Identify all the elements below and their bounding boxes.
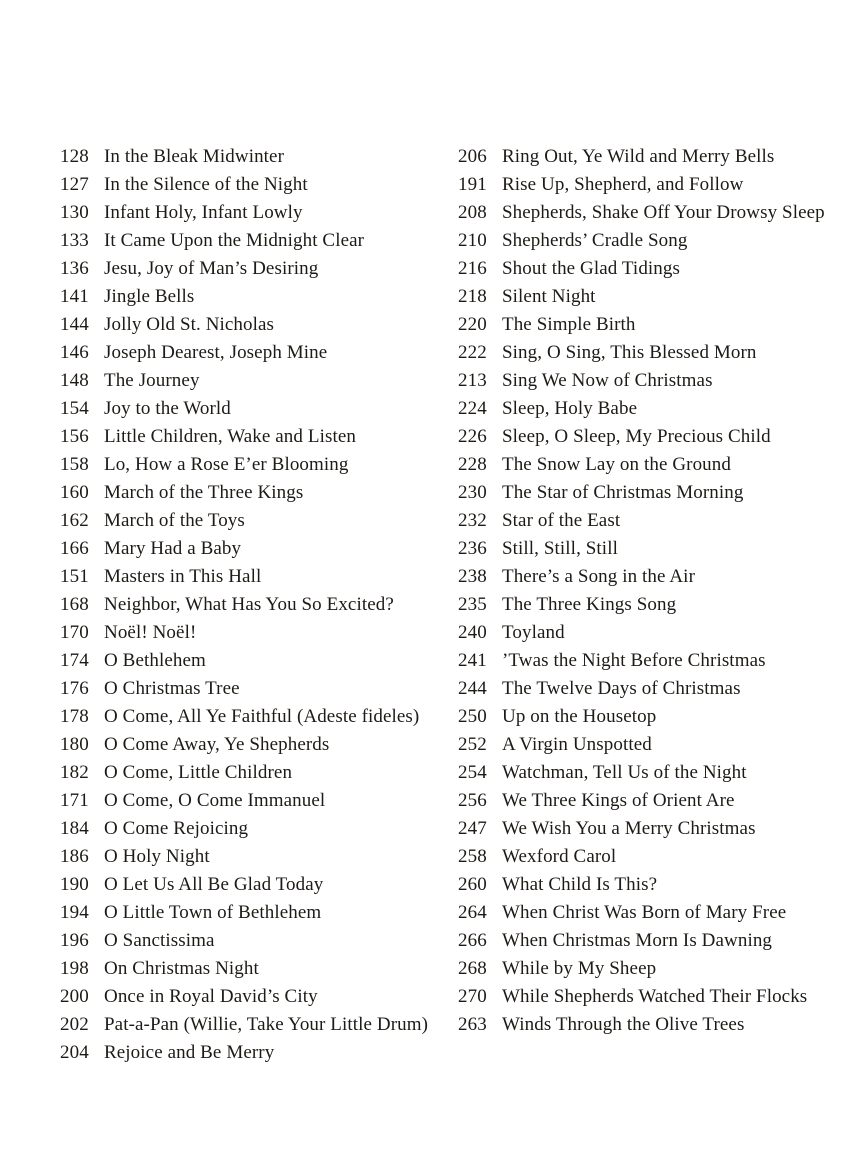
index-entry-title: O Bethlehem (104, 650, 206, 671)
index-entry-title: Sleep, O Sleep, My Precious Child (502, 426, 771, 447)
index-entry-title: What Child Is This? (502, 874, 658, 895)
index-entry (60, 339, 452, 367)
index-entry-page-number: 128 (60, 146, 89, 167)
index-entry-title: Once in Royal David’s City (104, 986, 318, 1007)
index-entry-title: The Twelve Days of Christmas (502, 678, 741, 699)
index-entry-page-number: 156 (60, 426, 89, 447)
index-entry-title: O Sanctissima (104, 930, 215, 951)
index-entry (458, 171, 860, 199)
index-entry (60, 1039, 452, 1067)
index-entry-page-number: 226 (458, 426, 487, 447)
index-entry-page-number: 268 (458, 958, 487, 979)
index-entry (60, 563, 452, 591)
index-entry (458, 843, 860, 871)
index-entry-page-number: 263 (458, 1014, 487, 1035)
index-entry-title: Sleep, Holy Babe (502, 398, 638, 419)
index-entry (60, 395, 452, 423)
index-entry-title: Little Children, Wake and Listen (104, 426, 356, 447)
index-entry-title: On Christmas Night (104, 958, 259, 979)
index-entry (458, 367, 860, 395)
index-entry-page-number: 186 (60, 846, 89, 867)
index-entry-page-number: 141 (60, 286, 89, 307)
index-entry-page-number: 236 (458, 538, 487, 559)
index-entry-title: Toyland (502, 622, 565, 643)
index-entry-page-number: 127 (60, 174, 89, 195)
index-entry-title: Ring Out, Ye Wild and Merry Bells (502, 146, 775, 167)
index-column-right (458, 143, 860, 1039)
index-entry (60, 199, 452, 227)
index-entry-title: When Christmas Morn Is Dawning (502, 930, 773, 951)
index-entry-title: The Star of Christmas Morning (502, 482, 744, 503)
index-entry-page-number: 232 (458, 510, 487, 531)
index-entry-page-number: 148 (60, 370, 89, 391)
index-entry-page-number: 240 (458, 622, 487, 643)
index-entry (60, 535, 452, 563)
index-entry-title: Pat-a-Pan (Willie, Take Your Little Drum) (104, 1014, 429, 1035)
index-entry (458, 703, 860, 731)
index-entry (60, 731, 452, 759)
index-entry-page-number: 196 (60, 930, 89, 951)
index-entry-title: O Christmas Tree (104, 678, 240, 699)
index-entry (458, 255, 860, 283)
index-entry (60, 255, 452, 283)
index-entry-title: Silent Night (502, 286, 596, 307)
index-entry (60, 647, 452, 675)
index-entry-title: Wexford Carol (502, 846, 617, 867)
index-entry-title: Shepherds, Shake Off Your Drowsy Sleep (502, 202, 825, 223)
index-entry-page-number: 266 (458, 930, 487, 951)
index-entry-title: O Come Rejoicing (104, 818, 249, 839)
index-entry (458, 675, 860, 703)
index-entry-title: Masters in This Hall (104, 566, 262, 587)
index-entry-title: O Come, Little Children (104, 762, 293, 783)
index-entry-page-number: 216 (458, 258, 487, 279)
index-entry-page-number: 252 (458, 734, 487, 755)
index-entry-page-number: 171 (60, 790, 89, 811)
index-entry-title: The Journey (104, 370, 200, 391)
index-entry-page-number: 235 (458, 594, 487, 615)
index-entry (458, 983, 860, 1011)
index-entry-page-number: 182 (60, 762, 89, 783)
index-entry-page-number: 241 (458, 650, 487, 671)
index-entry-title: Still, Still, Still (502, 538, 618, 559)
index-entry-title: Sing, O Sing, This Blessed Morn (502, 342, 757, 363)
index-entry (458, 619, 860, 647)
index-entry (458, 451, 860, 479)
index-entry (458, 731, 860, 759)
index-entry-title: There’s a Song in the Air (502, 566, 695, 587)
index-entry (458, 647, 860, 675)
index-entry-page-number: 238 (458, 566, 487, 587)
index-entry (458, 479, 860, 507)
index-entry (60, 1011, 452, 1039)
index-entry (60, 227, 452, 255)
index-entry-title: Joseph Dearest, Joseph Mine (104, 342, 328, 363)
index-entry-title: The Snow Lay on the Ground (502, 454, 731, 475)
index-entry-title: When Christ Was Born of Mary Free (502, 902, 787, 923)
index-entry-title: Mary Had a Baby (104, 538, 242, 559)
index-entry-page-number: 230 (458, 482, 487, 503)
index-entry-title: Neighbor, What Has You So Excited? (104, 594, 394, 615)
index-entry (458, 143, 860, 171)
index-entry-page-number: 130 (60, 202, 89, 223)
index-entry-title: March of the Three Kings (104, 482, 304, 503)
index-entry-page-number: 244 (458, 678, 487, 699)
index-entry-title: O Let Us All Be Glad Today (104, 874, 324, 895)
index-entry (60, 283, 452, 311)
index-column-left (60, 143, 452, 1067)
index-entry (458, 227, 860, 255)
index-entry (60, 703, 452, 731)
index-entry-title: Jingle Bells (104, 286, 195, 307)
index-entry-page-number: 218 (458, 286, 487, 307)
index-entry-page-number: 264 (458, 902, 487, 923)
index-entry-title: Star of the East (502, 510, 621, 531)
index-entry-page-number: 144 (60, 314, 89, 335)
index-entry-page-number: 190 (60, 874, 89, 895)
index-entry-title: O Come, All Ye Faithful (Adeste fideles) (104, 706, 420, 727)
index-entry (60, 675, 452, 703)
index-entry-title: Shout the Glad Tidings (502, 258, 680, 279)
index-entry-title: In the Silence of the Night (104, 174, 308, 195)
index-entry-page-number: 202 (60, 1014, 89, 1035)
index-entry-title: A Virgin Unspotted (502, 734, 652, 755)
index-entry-page-number: 158 (60, 454, 89, 475)
index-entry-title: Joy to the World (104, 398, 231, 419)
index-entry-page-number: 146 (60, 342, 89, 363)
index-entry (60, 367, 452, 395)
index-entry (60, 143, 452, 171)
index-entry (458, 423, 860, 451)
index-entry-title: Winds Through the Olive Trees (502, 1014, 745, 1035)
index-entry-title: March of the Toys (104, 510, 245, 531)
index-entry-title: The Three Kings Song (502, 594, 677, 615)
index-entry-page-number: 160 (60, 482, 89, 503)
index-entry (458, 927, 860, 955)
index-entry (60, 171, 452, 199)
index-entry (458, 759, 860, 787)
index-entry-title: Noël! Noël! (104, 622, 197, 643)
index-entry-page-number: 258 (458, 846, 487, 867)
index-entry-page-number: 256 (458, 790, 487, 811)
index-entry-title: Up on the Housetop (502, 706, 657, 727)
index-entry-page-number: 222 (458, 342, 487, 363)
index-entry (60, 759, 452, 787)
index-entry-page-number: 260 (458, 874, 487, 895)
index-entry (60, 843, 452, 871)
index-entry-page-number: 204 (60, 1042, 89, 1063)
index-entry-title: Rejoice and Be Merry (104, 1042, 275, 1063)
index-entry-title: The Simple Birth (502, 314, 636, 335)
index-entry (458, 339, 860, 367)
index-entry (458, 1011, 860, 1039)
index-entry-page-number: 220 (458, 314, 487, 335)
index-entry (458, 199, 860, 227)
index-entry (60, 311, 452, 339)
index-entry-title: Sing We Now of Christmas (502, 370, 713, 391)
index-entry (60, 423, 452, 451)
index-entry-title: It Came Upon the Midnight Clear (104, 230, 365, 251)
index-entry-page-number: 178 (60, 706, 89, 727)
index-entry-page-number: 136 (60, 258, 89, 279)
index-entry (458, 535, 860, 563)
index-entry (60, 479, 452, 507)
index-entry-page-number: 194 (60, 902, 89, 923)
index-entry-title: Jesu, Joy of Man’s Desiring (104, 258, 319, 279)
index-entry-title: Infant Holy, Infant Lowly (104, 202, 303, 223)
index-entry-title: We Wish You a Merry Christmas (502, 818, 756, 839)
index-entry (458, 815, 860, 843)
index-entry (60, 927, 452, 955)
index-entry-page-number: 180 (60, 734, 89, 755)
index-entry-page-number: 224 (458, 398, 487, 419)
index-entry-title: While by My Sheep (502, 958, 657, 979)
index-entry-page-number: 198 (60, 958, 89, 979)
index-entry-page-number: 208 (458, 202, 487, 223)
index-entry-title: O Holy Night (104, 846, 210, 867)
index-entry-page-number: 254 (458, 762, 487, 783)
index-entry-page-number: 213 (458, 370, 487, 391)
index-entry-page-number: 170 (60, 622, 89, 643)
index-entry (60, 899, 452, 927)
index-entry-page-number: 228 (458, 454, 487, 475)
index-entry (458, 871, 860, 899)
index-entry (60, 787, 452, 815)
index-entry-page-number: 162 (60, 510, 89, 531)
index-entry (458, 899, 860, 927)
index-entry-page-number: 200 (60, 986, 89, 1007)
index-entry-page-number: 270 (458, 986, 487, 1007)
index-entry (60, 871, 452, 899)
index-entry (458, 283, 860, 311)
index-entry (458, 395, 860, 423)
index-entry-page-number: 174 (60, 650, 89, 671)
index-entry-title: Lo, How a Rose E’er Blooming (104, 454, 349, 475)
index-entry-page-number: 206 (458, 146, 487, 167)
index-entry-page-number: 168 (60, 594, 89, 615)
index-entry (60, 955, 452, 983)
index-entry-title: Rise Up, Shepherd, and Follow (502, 174, 744, 195)
index-entry (60, 983, 452, 1011)
index-entry (60, 591, 452, 619)
index-entry-title: In the Bleak Midwinter (104, 146, 285, 167)
index-entry (458, 787, 860, 815)
index-entry-title: O Come Away, Ye Shepherds (104, 734, 330, 755)
index-entry-title: We Three Kings of Orient Are (502, 790, 735, 811)
index-entry-page-number: 250 (458, 706, 487, 727)
index-entry-title: Jolly Old St. Nicholas (104, 314, 275, 335)
index-entry-page-number: 176 (60, 678, 89, 699)
index-entry-page-number: 166 (60, 538, 89, 559)
index-entry (458, 955, 860, 983)
index-entry-title: O Come, O Come Immanuel (104, 790, 326, 811)
index-entry-page-number: 247 (458, 818, 487, 839)
index-entry (60, 619, 452, 647)
index-entry (60, 507, 452, 535)
index-entry (458, 507, 860, 535)
index-entry-page-number: 151 (60, 566, 89, 587)
index-entry-title: O Little Town of Bethlehem (104, 902, 322, 923)
index-entry (60, 451, 452, 479)
index-entry (458, 563, 860, 591)
index-entry (458, 591, 860, 619)
index-entry-title: ’Twas the Night Before Christmas (502, 650, 766, 671)
index-entry-page-number: 210 (458, 230, 487, 251)
index-entry-page-number: 191 (458, 174, 487, 195)
index-entry-title: Watchman, Tell Us of the Night (502, 762, 747, 783)
index-entry-title: While Shepherds Watched Their Flocks (502, 986, 808, 1007)
index-entry-page-number: 154 (60, 398, 89, 419)
index-entry-title: Shepherds’ Cradle Song (502, 230, 688, 251)
index-entry (60, 815, 452, 843)
index-entry-page-number: 184 (60, 818, 89, 839)
index-entry-page-number: 133 (60, 230, 89, 251)
index-entry (458, 311, 860, 339)
